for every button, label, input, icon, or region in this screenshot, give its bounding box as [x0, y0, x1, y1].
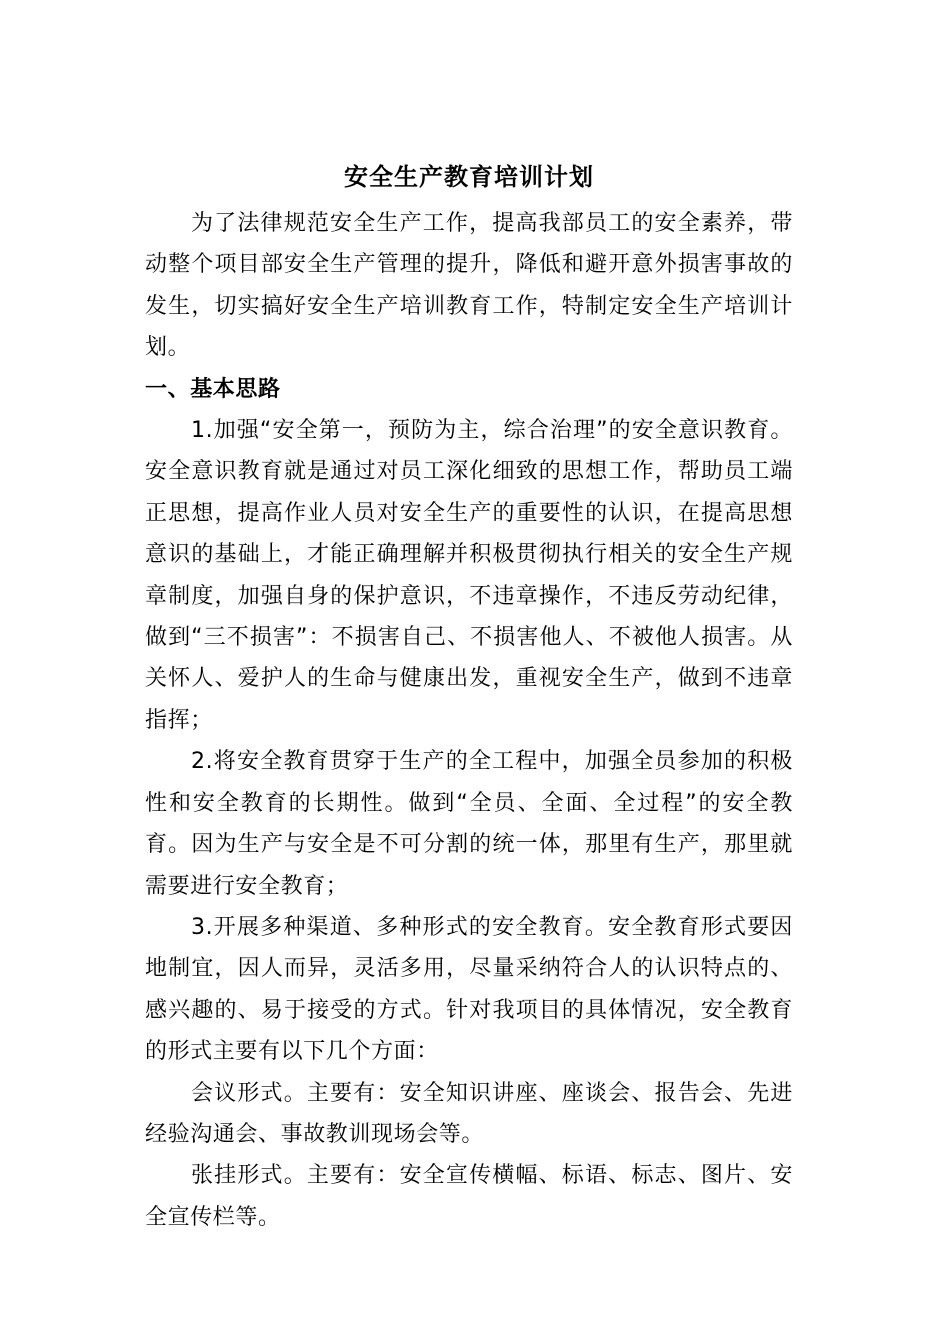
document-title: 安全生产教育培训计划 [344, 163, 594, 191]
paragraph-whole-process: 2.将安全教育贯穿于生产的全工程中，加强全员参加的积极性和安全教育的长期性。做到“全员、全面、全过程”的安全教育。因为生产与安全是不可分割的统一体，那里有生产，那里就需要进行安全教育； [145, 749, 793, 899]
paragraph-safety-awareness: 1.加强“安全第一，预防为主，综合治理”的安全意识教育。安全意识教育就是通过对员工深化细致的思想工作，帮助员工端正思想，提高作业人员对安全生产的重要性的认识，在提高思想意识的基础上，才能正确理解并积极贯彻执行相关的安全生产规章制度，加强自身的保护意识，不违章操作，不违反劳动纪律，做到“三不损害”：不损害自己、不损害他人、不被他人损害。从关怀人、爱护人的生命与健康出发，重视安全生产，做到不违章指挥； [145, 418, 793, 733]
section-heading-basic-ideas: 一、基本思路 [145, 376, 281, 402]
document-page [145, 151, 793, 1238]
paragraph-meeting-form: 会议形式。主要有：安全知识讲座、座谈会、报告会、先进经验沟通会、事故教训现场会等。 [145, 1080, 793, 1147]
paragraph-multiple-forms: 3.开展多种渠道、多种形式的安全教育。安全教育形式要因地制宜，因人而异，灵活多用，尽量采纳符合人的认识特点的、感兴趣的、易于接受的方式。针对我项目的具体情况，安全教育的形式主要有以下几个方面： [145, 914, 793, 1065]
paragraph-posting-form: 张挂形式。主要有：安全宣传横幅、标语、标志、图片、安全宣传栏等。 [145, 1163, 793, 1230]
intro-paragraph: 为了法律规范安全生产工作，提高我部员工的安全素养，带动整个项目部安全生产管理的提升，降低和避开意外损害事故的发生，切实搞好安全生产培训教育工作，特制定安全生产培训计划。 [145, 211, 793, 361]
